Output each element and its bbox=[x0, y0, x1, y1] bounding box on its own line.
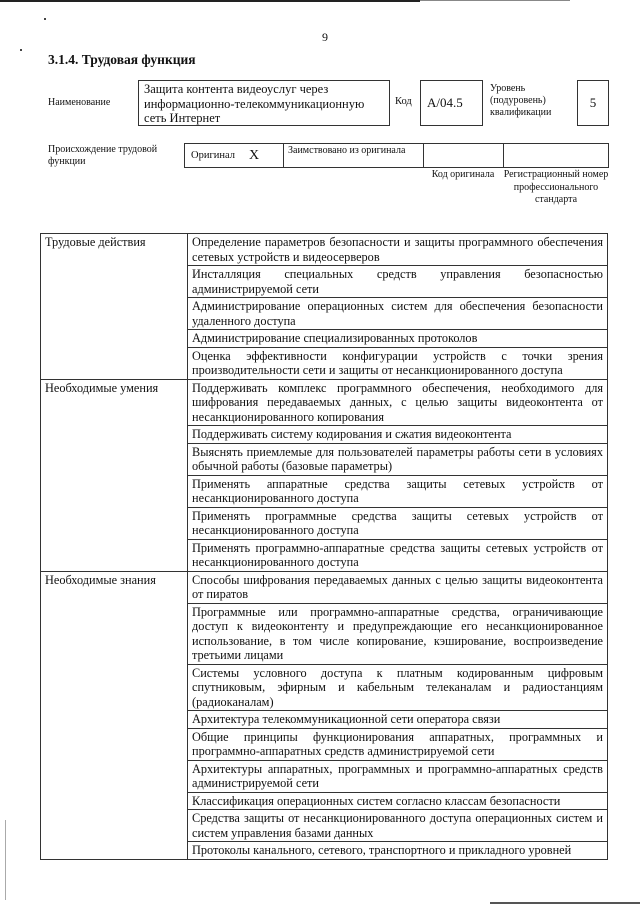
caption-original-code: Код оригинала bbox=[431, 169, 495, 180]
function-code-value: А/04.5 bbox=[427, 95, 463, 110]
origin-original-cell bbox=[185, 144, 284, 167]
section-item: Применять аппаратные средства защиты сетевых устройств от несанкционированного доступа bbox=[188, 475, 608, 507]
section-heading: Трудовые действия bbox=[41, 234, 188, 380]
page-number: 9 bbox=[322, 30, 328, 44]
section-item: Способы шифрования передаваемых данных с целью защиты видеоконтента от пиратов bbox=[188, 571, 608, 603]
section-item: Применять программные средства защиты сетевых устройств от несанкционированного доступа bbox=[188, 507, 608, 539]
name-label: Наименование bbox=[48, 97, 111, 108]
section-item: Определение параметров безопасности и защиты программного обеспечения сетевых устройств и видеосерверов bbox=[188, 234, 608, 266]
qualification-level-box bbox=[577, 80, 609, 126]
caption-reg-number: Регистрационный номер профессионального стандарта bbox=[503, 169, 609, 205]
original-mark: X bbox=[249, 147, 260, 163]
section-title: 3.1.4. Трудовая функция bbox=[48, 52, 196, 67]
section-item: Администрирование специализированных протоколов bbox=[188, 330, 608, 348]
section-item: Выяснять приемлемые для пользователей параметры работы сети в условиях обычной работы (базовые параметры) bbox=[188, 443, 608, 475]
section-item: Общие принципы функционирования аппаратных, программных и программно-аппаратных средств администрируемой сети bbox=[188, 728, 608, 760]
section-item: Системы условного доступа к платным кодированным цифровым спутниковым, эфирным и кабельным телеканалам и радиостанциям (радиоканалам) bbox=[188, 664, 608, 711]
qualification-level-value: 5 bbox=[589, 95, 597, 110]
function-details-table bbox=[40, 233, 608, 860]
scan-left-edge bbox=[5, 820, 6, 900]
scan-speck bbox=[44, 18, 46, 20]
qualification-level-label: Уровень (подуровень) квалификации bbox=[490, 83, 552, 118]
section-item: Поддерживать комплекс программного обеспечения, необходимого для шифрования передаваемых данных, с целью защиты видеоконтента от несанкционированного копирования bbox=[188, 379, 608, 426]
section-item: Средства защиты от несанкционированного доступа операционных систем и систем управления базами данных bbox=[188, 810, 608, 842]
function-name-box: Защита контента видеоуслуг через информационно-телекоммуникационную сеть Интернет bbox=[138, 80, 390, 126]
scan-bottom-border bbox=[490, 902, 640, 904]
section-heading: Необходимые знания bbox=[41, 571, 188, 859]
scan-speck bbox=[20, 49, 22, 51]
section-item: Оценка эффективности конфигурации устройств с точки зрения производительности сети и защиты от несанкционированного доступа bbox=[188, 347, 608, 379]
section-item: Протоколы канального, сетевого, транспортного и прикладного уровней bbox=[188, 842, 608, 860]
section-item: Администрирование операционных систем для обеспечения безопасности удаленного доступа bbox=[188, 298, 608, 330]
section-item: Классификация операционных систем согласно классам безопасности bbox=[188, 792, 608, 810]
table-row bbox=[41, 234, 608, 266]
origin-label: Происхождение трудовой функции bbox=[48, 144, 158, 167]
scan-top-border bbox=[0, 0, 420, 2]
original-code-cell bbox=[424, 144, 504, 167]
section-heading: Необходимые умения bbox=[41, 379, 188, 571]
original-label: Оригинал bbox=[191, 150, 235, 161]
function-code-box bbox=[420, 80, 483, 126]
section-item: Программные или программно-аппаратные средства, ограничивающие доступ к видеоконтенту и предупреждающие его несанкционированное использование, в том числе копирование, кэширование, воспроизведение третьими лицами bbox=[188, 603, 608, 664]
table-row bbox=[41, 571, 608, 603]
section-item: Архитектура телекоммуникационной сети оператора связи bbox=[188, 711, 608, 729]
table-row bbox=[41, 379, 608, 426]
section-item: Поддерживать систему кодирования и сжатия видеоконтента bbox=[188, 426, 608, 444]
section-item: Применять программно-аппаратные средства защиты сетевых устройств от несанкционированного доступа bbox=[188, 539, 608, 571]
scan-top-border-faint bbox=[420, 0, 570, 1]
origin-table bbox=[184, 143, 609, 168]
section-item: Инсталляция специальных средств управления безопасностью администрируемой сети bbox=[188, 266, 608, 298]
reg-number-cell bbox=[504, 144, 608, 167]
origin-borrowed-cell: Заимствовано из оригинала bbox=[284, 144, 424, 167]
section-item: Архитектуры аппаратных, программных и программно-аппаратных средств администрируемой сети bbox=[188, 760, 608, 792]
code-label: Код bbox=[395, 96, 412, 107]
